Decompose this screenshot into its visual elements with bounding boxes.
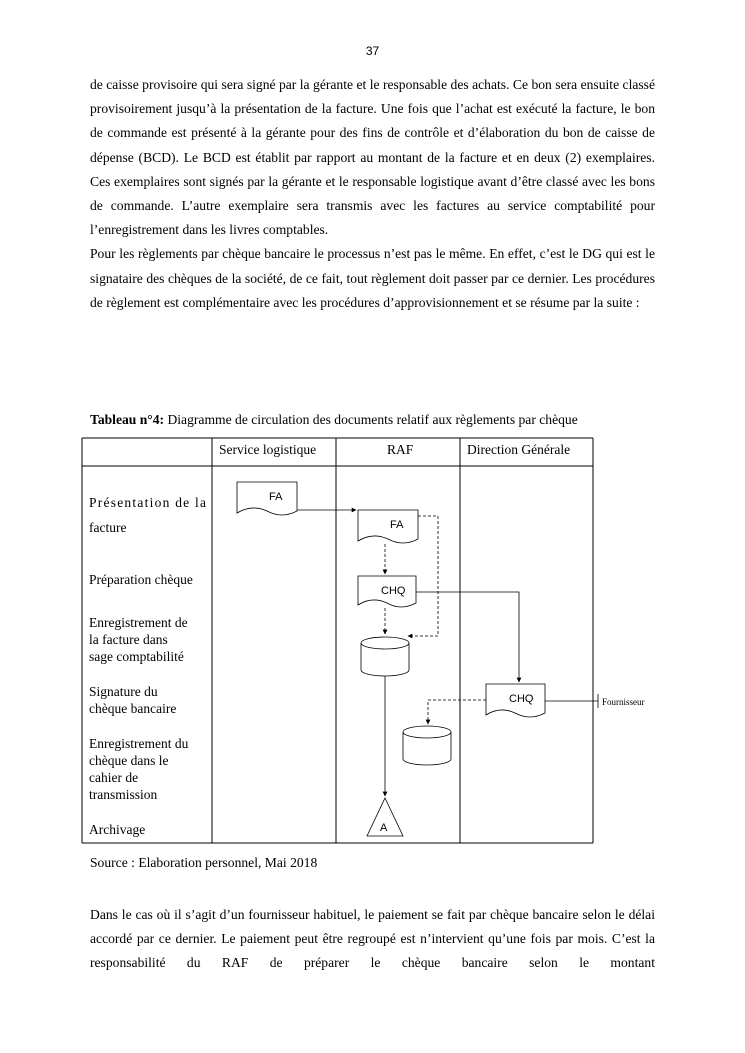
header-direction-generale: Direction Générale [467, 442, 571, 457]
database-cahier-transmission [403, 726, 451, 765]
step-enreg-cheque-line4: transmission [89, 787, 158, 802]
fournisseur-label: Fournisseur [602, 697, 645, 707]
paragraph-text: Pour les règlements par chèque bancaire le processus n’est pas le même. En effet, c’est le DG qui est le signataire des chèques de la société, de ce fait, tout règlement doit passer par ce dernier. Les procédures de règlement est complémentaire avec les procédures d’approvisionnement et se résume par la suite : [90, 246, 655, 310]
step-enreg-cheque-line3: cahier de [89, 770, 139, 785]
caption-text: Diagramme de circulation des documents relatif aux règlements par chèque [164, 412, 578, 427]
header-raf: RAF [387, 442, 414, 457]
table-source: Source : Elaboration personnel, Mai 2018 [90, 855, 318, 870]
step-enregistrement-line2: la facture dans [89, 632, 168, 647]
archive-label: A [380, 822, 388, 834]
paragraph-text: Dans le cas où il s’agit d’un fournisseur habituel, le paiement se fait par chèque bancaire selon le délai accordé par ce dernier. Le paiement peut être regroupé est n’intervient qu’une fois par mois. C’est la responsabilité du RAF de préparer le chèque bancaire selon le montant [90, 907, 655, 971]
document-fa-logistique [237, 482, 297, 515]
fa-label-1: FA [269, 491, 283, 503]
header-service-logistique: Service logistique [219, 442, 317, 457]
step-enregistrement-line1: Enregistrement de [89, 615, 188, 630]
flow-chq-to-cahier [428, 700, 486, 724]
chq-label-1: CHQ [381, 585, 406, 597]
fa-label-2: FA [390, 519, 404, 531]
step-presentation-line2: facture [89, 520, 127, 535]
page-number: 37 [365, 44, 380, 58]
step-archivage: Archivage [89, 822, 146, 837]
step-enreg-cheque-line2: chèque dans le [89, 753, 169, 768]
step-signature-line2: chèque bancaire [89, 701, 177, 716]
step-signature-line1: Signature du [89, 684, 158, 699]
step-preparation: Préparation chèque [89, 572, 193, 587]
step-enregistrement-line3: sage comptabilité [89, 649, 184, 664]
paragraph-text: de caisse provisoire qui sera signé par la gérante et le responsable des achats. Ce bon sera ensuite classé provisoirement jusqu’à la présentation de la facture. Une fois que l’achat est exécuté la facture, le bon de commande est présenté à la gérante pour des fins de contrôle et d’élaboration du bon de caisse de dépense (BCD). Le BCD est établit par rapport au montant de la facture et en deux (2) exemplaires. Ces exemplaires sont signés par la gérante et le responsable logistique avant d’être classé avec les bons de commande. L’autre exemplaire sera transmis avec les factures au service comptabilité pour l’enregistrement dans les livres comptables. [90, 77, 655, 238]
body-paragraph-2 [90, 903, 655, 976]
step-presentation-line1: Présentation de la [89, 495, 206, 510]
caption-label: Tableau n°4: [90, 412, 165, 427]
step-enreg-cheque-line1: Enregistrement du [89, 736, 189, 751]
flow-chq-to-dg [416, 592, 519, 682]
document-fa-raf [358, 510, 418, 543]
chq-label-2: CHQ [509, 693, 534, 705]
database-sage-comptabilite [361, 637, 409, 676]
